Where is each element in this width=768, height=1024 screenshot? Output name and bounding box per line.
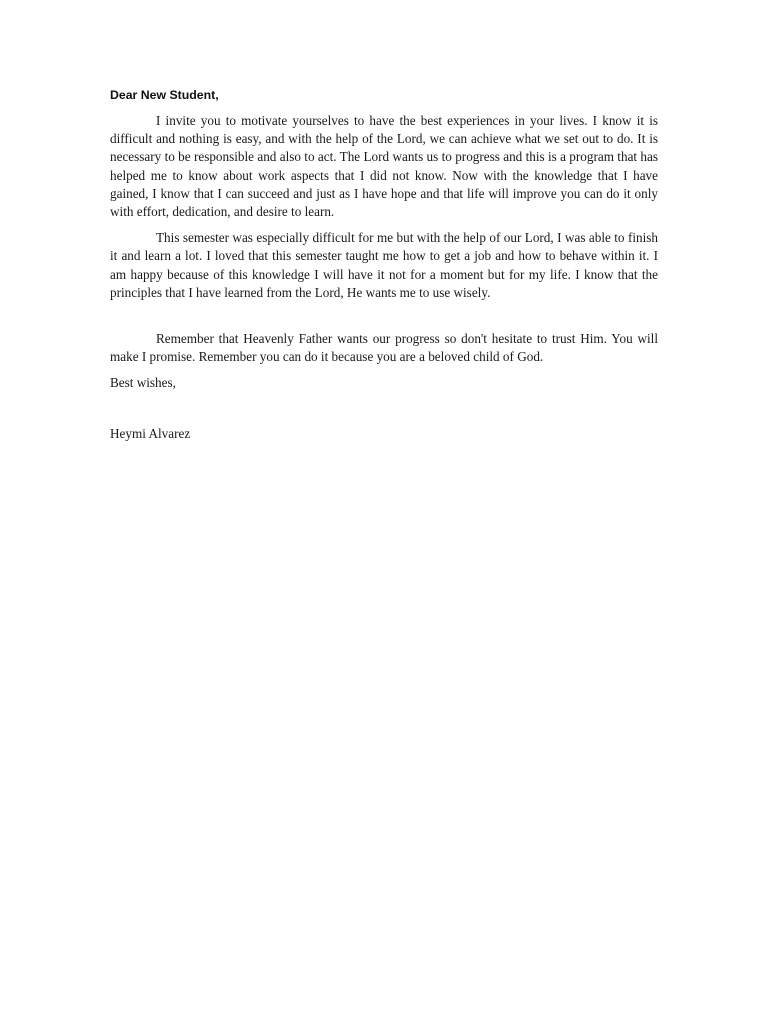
paragraph-1: I invite you to motivate yourselves to have the best experiences in your lives. I know it is difficult and nothing is easy, and with the help of the Lord, we can achieve what we set out to do. It is necessary to be responsible and also to act. The Lord wants us to progress and this is a program that has helped me to know about work aspects that I did not know. Now with the knowledge that I have gained, I know that I can succeed and just as I have hope and that life will improve you can do it only with effort, dedication, and desire to learn. xyxy=(110,113,658,220)
salutation: Dear New Student, xyxy=(110,88,219,102)
signature: Heymi Alvarez xyxy=(110,426,191,442)
paragraph-2: This semester was especially difficult for me but with the help of our Lord, I was able to finish it and learn a lot. I loved that this semester taught me how to get a job and how to behave within it. I am happy because of this knowledge I will have it not for a moment but for my life. I know that the principles that I have learned from the Lord, He wants me to use wisely. xyxy=(110,230,658,300)
paragraph-3: Remember that Heavenly Father wants our progress so don't hesitate to trust Him. You will make I promise. Remember you can do it because you are a beloved child of God. xyxy=(110,331,658,365)
letter-body xyxy=(110,86,658,443)
closing: Best wishes, xyxy=(110,375,176,391)
